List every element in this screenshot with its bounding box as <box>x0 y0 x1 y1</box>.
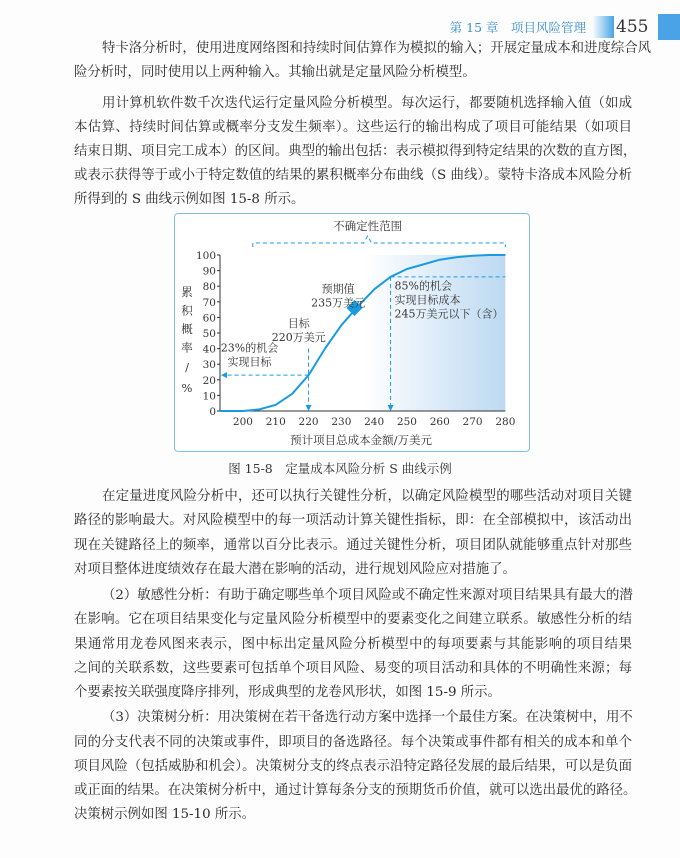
y-tick-label: 80 <box>202 281 216 294</box>
header-decoration <box>592 16 614 38</box>
paragraph-line: 对项目整体进度绩效存在最大潜在影响的活动，进行规划风险应对措施了。 <box>74 562 516 577</box>
paragraph-line: 险分析时，同时使用以上两种输入。其输出就是定量风险分析模型。 <box>74 65 476 80</box>
y-tick-label: 20 <box>202 374 216 387</box>
paragraph-line: 之间的关联系数，这些要素可包括单个项目风险、易变的项目活动和具体的不明确性来源；每 <box>74 661 632 676</box>
x-tick-label: 270 <box>462 416 483 428</box>
paragraph-line: 路径的影响最大。对风险模型中的每一项活动计算关键性指标，即：在全部模拟中，该活动出 <box>74 513 632 528</box>
y-tick-label: 30 <box>202 359 216 372</box>
s-curve-chart <box>175 214 529 451</box>
x-tick-label: 240 <box>364 416 385 428</box>
expected-annotation: 235万美元 <box>311 296 366 310</box>
x-axis-label: 预计项目总成本金额/万美元 <box>290 433 432 447</box>
y-tick-label: 40 <box>202 343 216 356</box>
paragraph-line: 同的分支代表不同的决策或事件，即项目的备选路径。每个决策或事件都有相关的成本和单个 <box>74 735 632 750</box>
paragraph-line: （3）决策树分析：用决策树在若干备选行动方案中选择一个最佳方案。在决策树中，用不 <box>102 710 633 725</box>
x-tick-label: 250 <box>396 416 417 428</box>
figure-s-curve <box>174 213 530 452</box>
y-axis-label: 累积概率/% <box>180 286 194 402</box>
y-tick-label: 100 <box>195 250 216 262</box>
figure-caption: 图 15-8 定量成本风险分析 S 曲线示例 <box>228 461 452 476</box>
y-tick-label: 90 <box>202 265 216 278</box>
header-tab-decoration <box>658 14 680 40</box>
chance23-annotation: 23%的机会 <box>220 341 279 355</box>
chapter-header: 第 15 章 项目风险管理 <box>449 20 586 35</box>
uncertainty-range-label: 不确定性范围 <box>333 219 403 233</box>
paragraph-line: 用计算机软件数千次迭代运行定量风险分析模型。每次运行，都要随机选择输入值（如成 <box>102 96 632 111</box>
paragraph-line: 果通常用龙卷风图来表示，图中标出定量风险分析模型中的每项要素与其能影响的项目结果 <box>74 637 632 652</box>
expected-annotation: 预期值 <box>321 282 355 296</box>
x-tick-label: 280 <box>495 416 516 428</box>
target-annotation: 220万美元 <box>271 330 326 344</box>
x-tick-label: 200 <box>232 416 253 428</box>
paragraph-line: 或正面的结果。在决策树分析中，通过计算每条分支的预期货币价值，就可以选出最优的路径。 <box>74 783 637 798</box>
target-annotation: 目标 <box>287 316 310 330</box>
paragraph-line: 或表示获得等于或小于特定数值的结果的累积概率分布曲线（S 曲线）。蒙特卡洛成本风险分析 <box>74 168 632 183</box>
x-tick-label: 260 <box>429 416 450 428</box>
y-tick-label: 10 <box>202 390 216 403</box>
paragraph-line: 个要素按关联强度降序排列，形成典型的龙卷风形状，如图 15-9 所示。 <box>74 685 501 700</box>
y-tick-label: 70 <box>202 296 216 309</box>
y-tick-label: 0 <box>209 406 216 418</box>
paragraph-line: 本估算、持续时间估算或概率分支发生频率）。这些运行的输出构成了项目可能结果（如项目 <box>74 120 632 135</box>
paragraph-line: 在定量进度风险分析中，还可以执行关键性分析，以确定风险模型的哪些活动对项目关键 <box>102 489 632 504</box>
paragraph-line: （2）敏感性分析：有助于确定哪些单个项目风险或不确定性来源对项目结果具有最大的潜 <box>102 588 633 603</box>
chance85-annotation: 85%的机会 <box>394 279 453 293</box>
chance23-annotation: 实现目标 <box>227 355 272 369</box>
paragraph-line: 在影响。它在项目结果变化与定量风险分析模型中的要素变化之间建立联系。敏感性分析的结 <box>74 612 632 627</box>
paragraph-line: 现在关键路径上的频率，通常以百分比表示。通过关键性分析，项目团队就能够重点针对那些 <box>74 538 632 553</box>
y-tick-label: 50 <box>202 328 216 340</box>
paragraph-line: 决策树示例如图 15-10 所示。 <box>74 807 256 822</box>
x-tick-label: 210 <box>265 416 286 428</box>
paragraph-line: 结束日期、项目完工成本）的区间。典型的输出包括：表示模拟得到特定结果的次数的直方图， <box>74 144 637 159</box>
chance85-annotation: 245万美元以下（含） <box>394 307 504 321</box>
paragraph-line: 所得到的 S 曲线示例如图 15-8 所示。 <box>74 192 305 207</box>
y-tick-label: 60 <box>202 312 216 325</box>
paragraph-line: 特卡洛分析时，使用进度网络图和持续时间估算作为模拟的输入；开展定量成本和进度综合风 <box>102 41 652 56</box>
uncertainty-range-brace <box>253 236 506 247</box>
paragraph-line: 项目风险（包括威胁和机会）。决策树分支的终点表示沿特定路径发展的最后结果，可以是负面 <box>74 759 632 774</box>
x-tick-label: 220 <box>298 416 319 428</box>
chance85-annotation: 实现目标成本 <box>394 293 461 307</box>
x-tick-label: 230 <box>331 416 352 428</box>
page-number: 455 <box>616 17 649 37</box>
